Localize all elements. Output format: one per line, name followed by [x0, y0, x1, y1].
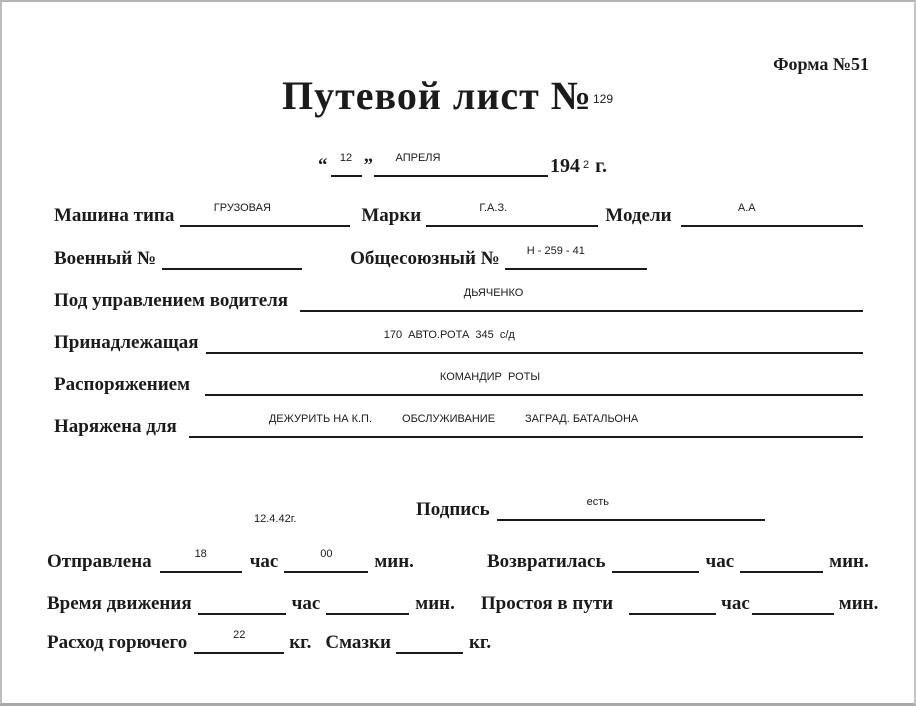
year-digit-value: 2	[583, 159, 590, 171]
date-day-blank	[331, 151, 362, 177]
idle-hour-blank	[629, 589, 716, 615]
ordered-by-blank	[205, 370, 863, 396]
driver-row	[54, 286, 863, 312]
model-blank	[681, 201, 863, 227]
departed-minute-unit: мин.	[374, 551, 414, 572]
fuel-blank	[194, 628, 284, 654]
driving-minute-unit: мин.	[415, 593, 455, 614]
departed-hour-blank	[160, 547, 242, 573]
numbers-row	[54, 244, 863, 270]
open-quote: “	[318, 155, 328, 176]
consumption-row	[47, 628, 491, 654]
returned-hour-unit: час	[705, 551, 735, 572]
idle-label: Простоя в пути	[480, 593, 614, 614]
ordered-by-label: Распоряжением	[54, 374, 191, 395]
departed-returned-row	[47, 547, 869, 573]
idle-hour-unit: час	[721, 593, 750, 614]
fuel-unit: кг.	[289, 632, 312, 653]
lubricant-blank	[396, 628, 463, 654]
assigned-for-value-2: ОБСЛУЖИВАНИЕ	[402, 413, 496, 425]
returned-hour-blank	[612, 547, 699, 573]
model-label: Модели	[605, 205, 672, 226]
date-month-value: АПРЕЛЯ	[395, 152, 441, 164]
driver-value: ДЬЯЧЕНКО	[463, 287, 524, 299]
returned-minute-blank	[740, 547, 823, 573]
lubricant-unit: кг.	[468, 632, 492, 653]
close-quote: ”	[363, 155, 373, 176]
union-number-value: Н - 259 - 41	[526, 245, 585, 257]
departed-minute-blank	[284, 547, 368, 573]
assigned-for-blank	[189, 412, 863, 438]
fuel-label: Расход горючего	[47, 632, 188, 653]
ordered-by-value: КОМАНДИР РОТЫ	[439, 371, 541, 383]
lubricant-label: Смазки	[325, 632, 391, 653]
machine-type-label: Машина типа	[54, 205, 175, 226]
driver-blank	[300, 286, 863, 312]
returned-minute-unit: мин.	[829, 551, 869, 572]
machine-type-blank	[180, 201, 350, 227]
year-prefix: 194	[550, 155, 580, 177]
brand-label: Марки	[361, 205, 422, 226]
idle-minute-blank	[752, 589, 834, 615]
driving-minute-blank	[326, 589, 409, 615]
driver-label: Под управлением водителя	[54, 290, 289, 311]
returned-label: Возвратилась	[486, 551, 606, 572]
military-number-label: Военный №	[54, 248, 157, 269]
date-note: 12.4.42г.	[254, 513, 297, 525]
departed-label: Отправлена	[47, 551, 152, 572]
signature-blank	[497, 495, 765, 521]
fuel-value: 22	[233, 629, 246, 641]
union-number-blank	[505, 244, 647, 270]
model-value: А.А	[737, 202, 756, 214]
idle-minute-unit: мин.	[838, 593, 879, 614]
union-number-label: Общесоюзный №	[350, 248, 500, 269]
machine-row	[54, 201, 863, 227]
assigned-for-label: Наряжена для	[54, 416, 177, 437]
belongs-to-blank	[206, 328, 863, 354]
date-line-row	[318, 151, 607, 177]
military-number-blank	[162, 244, 302, 270]
machine-type-value: ГРУЗОВАЯ	[213, 202, 271, 214]
page-title: Путевой лист №	[282, 73, 592, 118]
driving-idle-row	[47, 589, 878, 615]
driving-hour-unit: час	[291, 593, 321, 614]
signature-label: Подпись	[416, 499, 490, 520]
departed-hour-value: 18	[194, 548, 207, 560]
brand-value: Г.А.З.	[479, 202, 508, 214]
brand-blank	[426, 201, 598, 227]
belongs-to-label: Принадлежащая	[54, 332, 199, 353]
signature-value: есть	[586, 496, 610, 508]
driving-label: Время движения	[47, 593, 192, 614]
date-month-blank	[374, 151, 548, 177]
signature-row	[416, 495, 765, 521]
waybill-number-value: 129	[593, 92, 614, 106]
assigned-for-row	[54, 412, 863, 438]
driving-hour-blank	[198, 589, 286, 615]
departed-minute-value: 00	[320, 548, 333, 560]
date-day-value: 12	[339, 152, 353, 164]
belongs-to-value: 170 АВТО.РОТА 345 с/д	[383, 329, 515, 341]
ordered-by-row	[54, 370, 863, 396]
form-number: Форма №51	[773, 54, 869, 74]
year-suffix: г.	[595, 155, 607, 177]
assigned-for-value-1: ДЕЖУРИТЬ НА К.П.	[268, 413, 373, 425]
belongs-to-row	[54, 328, 863, 354]
assigned-for-value-3: ЗАГРАД. БАТАЛЬОНА	[525, 413, 639, 425]
departed-hour-unit: час	[249, 551, 279, 572]
